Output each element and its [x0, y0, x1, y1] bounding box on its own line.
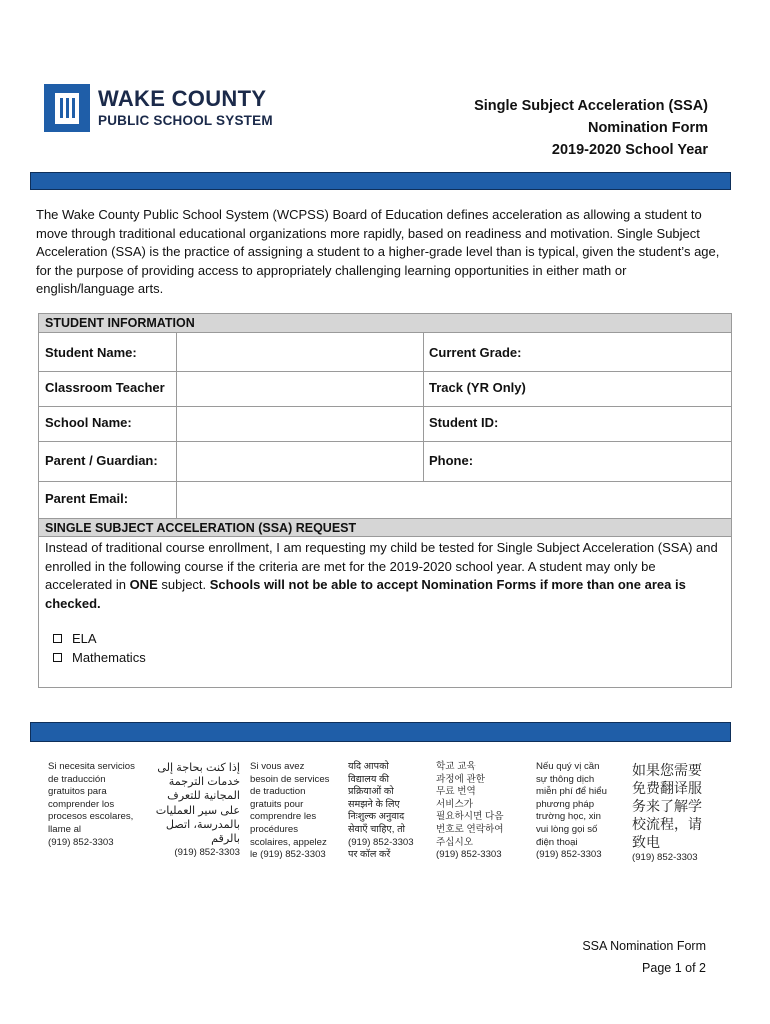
- form-title-line1: Single Subject Acceleration (SSA): [474, 98, 708, 114]
- translation-line: 서비스가: [436, 798, 474, 810]
- mathematics-option-label: Mathematics: [72, 650, 146, 665]
- school-name-field[interactable]: [177, 407, 423, 441]
- translation-line: यदि आपको: [348, 761, 389, 772]
- form-title: [474, 95, 708, 161]
- translation-line: 免费翻译服: [632, 780, 702, 796]
- wcpss-logo: [44, 84, 273, 136]
- translation-notice-korean: [436, 761, 528, 862]
- ssa-request-text: [45, 539, 725, 613]
- translation-line: gratuits pour: [250, 798, 304, 810]
- translation-line: de traduction: [250, 786, 306, 798]
- translation-notice-vietnamese: [536, 761, 622, 862]
- translation-line: خدمات الترجمة: [168, 776, 240, 789]
- request-text-warning: Schools will not be able to accept Nomination Forms if more than one area is checked.: [45, 577, 686, 611]
- footer-divider-bar: [30, 722, 731, 742]
- translation-line: vui lòng gọi số: [536, 823, 598, 835]
- translation-line: (919) 852-3303: [348, 836, 414, 848]
- school-building-icon: [44, 84, 90, 132]
- translation-line: (919) 852-3303: [48, 836, 114, 848]
- translation-line: 致电: [632, 834, 660, 850]
- translation-notice-spanish: [48, 761, 144, 849]
- ela-option-label: ELA: [72, 631, 97, 646]
- translation-line: समझने के लिए: [348, 798, 400, 810]
- mathematics-checkbox[interactable]: [53, 653, 62, 662]
- translation-line: llame al: [48, 823, 82, 835]
- page-footer: [582, 935, 706, 979]
- header-divider-bar: [30, 172, 731, 190]
- ela-checkbox[interactable]: [53, 634, 62, 643]
- phone-label: Phone:: [429, 453, 474, 468]
- student-id-label: Student ID:: [429, 415, 499, 430]
- classroom-teacher-label: Classroom Teacher: [45, 380, 165, 395]
- translation-notice-hindi: [348, 761, 430, 862]
- parent-guardian-field[interactable]: [177, 442, 423, 481]
- translation-notice-arabic: [152, 761, 240, 860]
- translation-line: (919) 852-3303: [632, 852, 698, 863]
- translation-line: besoin de services: [250, 773, 330, 785]
- translation-line: Si necesita servicios: [48, 761, 135, 772]
- student-info-heading: STUDENT INFORMATION: [39, 314, 731, 333]
- nomination-form: [38, 313, 732, 688]
- translation-line: scolaires, appelez: [250, 836, 327, 848]
- request-text-part2: subject.: [157, 577, 210, 593]
- translation-line: पर कॉल करें: [348, 849, 391, 861]
- translation-line: प्रक्रियाओं को: [348, 786, 394, 798]
- translation-line: (919) 852-3303: [436, 849, 502, 861]
- student-name-label: Student Name:: [45, 345, 137, 360]
- translation-line: 필요하시면 다음: [436, 811, 504, 823]
- translation-line: 학교 교육: [436, 761, 476, 772]
- ssa-request-heading: SINGLE SUBJECT ACCELERATION (SSA) REQUEST: [39, 518, 731, 537]
- translation-line: sự thông dịch: [536, 773, 595, 785]
- translation-line: على سير العمليات: [155, 804, 240, 817]
- logo-name-line1: WAKE COUNTY: [98, 86, 267, 111]
- translation-line: 校流程，请: [632, 816, 702, 832]
- translation-line: 务来了解学: [632, 798, 702, 814]
- parent-email-field[interactable]: [177, 482, 731, 518]
- translation-line: بالمدرسة، اتصل: [165, 818, 240, 831]
- column-divider: [423, 333, 424, 481]
- translation-notice-chinese: [632, 761, 732, 865]
- school-name-label: School Name:: [45, 415, 132, 430]
- translation-line: Nếu quý vị cần: [536, 761, 600, 772]
- track-field[interactable]: [569, 372, 731, 406]
- request-text-part1: Instead of traditional course enrollment, I am requesting my child be tested for Single Subject Acceleration (SSA) and enrolled in the following course if the criteria are met for the 2019-2020 school year. A student may only be accelerated in: [45, 540, 718, 593]
- classroom-teacher-field[interactable]: [177, 372, 423, 406]
- translation-line: Si vous avez: [250, 761, 305, 772]
- translation-line: بالرقم: [211, 833, 240, 846]
- translation-line: إذا كنت بحاجة إلى: [157, 762, 240, 774]
- translation-line: trường học, xin: [536, 811, 601, 823]
- translation-line: विद्यालय की: [348, 773, 389, 785]
- student-id-field[interactable]: [569, 407, 731, 441]
- translation-line: 무료 번역: [436, 786, 476, 798]
- translation-line: निःशुल्क अनुवाद: [348, 811, 405, 823]
- request-text-one: ONE: [129, 577, 158, 593]
- translation-line: 과정에 관한: [436, 773, 486, 785]
- form-title-line3: 2019-2020 School Year: [551, 142, 708, 158]
- translation-line: procesos escolares,: [48, 811, 134, 823]
- parent-guardian-label: Parent / Guardian:: [45, 453, 158, 468]
- footer-form-name: SSA Nomination Form: [582, 939, 706, 953]
- form-title-line2: Nomination Form: [587, 120, 708, 136]
- current-grade-field[interactable]: [569, 334, 731, 371]
- translation-line: المجانية للتعرف: [167, 790, 240, 803]
- translation-line: miễn phí để hiểu: [536, 786, 607, 798]
- intro-paragraph: The Wake County Public School System (WCPSS) Board of Education defines acceleration as allowing a student to move through traditional educational organizations more rapidly, based on readiness and motivation. Single Subject Acceleration (SSA) is the practice of assigning a student to a higher-grade level than is typical, given the student’s age, for the purpose of providing access to appropriately challenging learning opportunities in either math or english/language arts.: [36, 207, 720, 297]
- mathematics-option[interactable]: [53, 650, 146, 665]
- translation-line: 如果您需要: [632, 762, 702, 778]
- translation-notice-french: [250, 761, 340, 862]
- translation-line: (919) 852-3303: [536, 849, 602, 861]
- translation-line: (919) 852-3303: [174, 847, 240, 859]
- phone-field[interactable]: [569, 442, 731, 481]
- logo-name-line2: PUBLIC SCHOOL SYSTEM: [98, 113, 273, 128]
- translation-line: phương pháp: [536, 798, 595, 810]
- translation-line: comprendre les: [250, 811, 317, 823]
- current-grade-label: Current Grade:: [429, 345, 522, 360]
- translation-line: de traducción: [48, 773, 106, 785]
- translation-line: comprender los: [48, 798, 115, 810]
- translation-line: điện thoại: [536, 836, 578, 848]
- page-number: Page 1 of 2: [642, 961, 706, 975]
- translation-line: सेवाएँ चाहिए, तो: [348, 823, 406, 835]
- translation-line: le (919) 852-3303: [250, 849, 326, 861]
- track-label: Track (YR Only): [429, 380, 526, 395]
- translation-line: 번호로 연락하여: [436, 823, 504, 835]
- translation-line: procédures: [250, 823, 298, 835]
- ela-option[interactable]: [53, 631, 97, 646]
- translation-line: 주십시오: [436, 836, 474, 848]
- parent-email-label: Parent Email:: [45, 491, 129, 506]
- student-name-field[interactable]: [177, 334, 423, 371]
- translation-line: gratuitos para: [48, 786, 107, 798]
